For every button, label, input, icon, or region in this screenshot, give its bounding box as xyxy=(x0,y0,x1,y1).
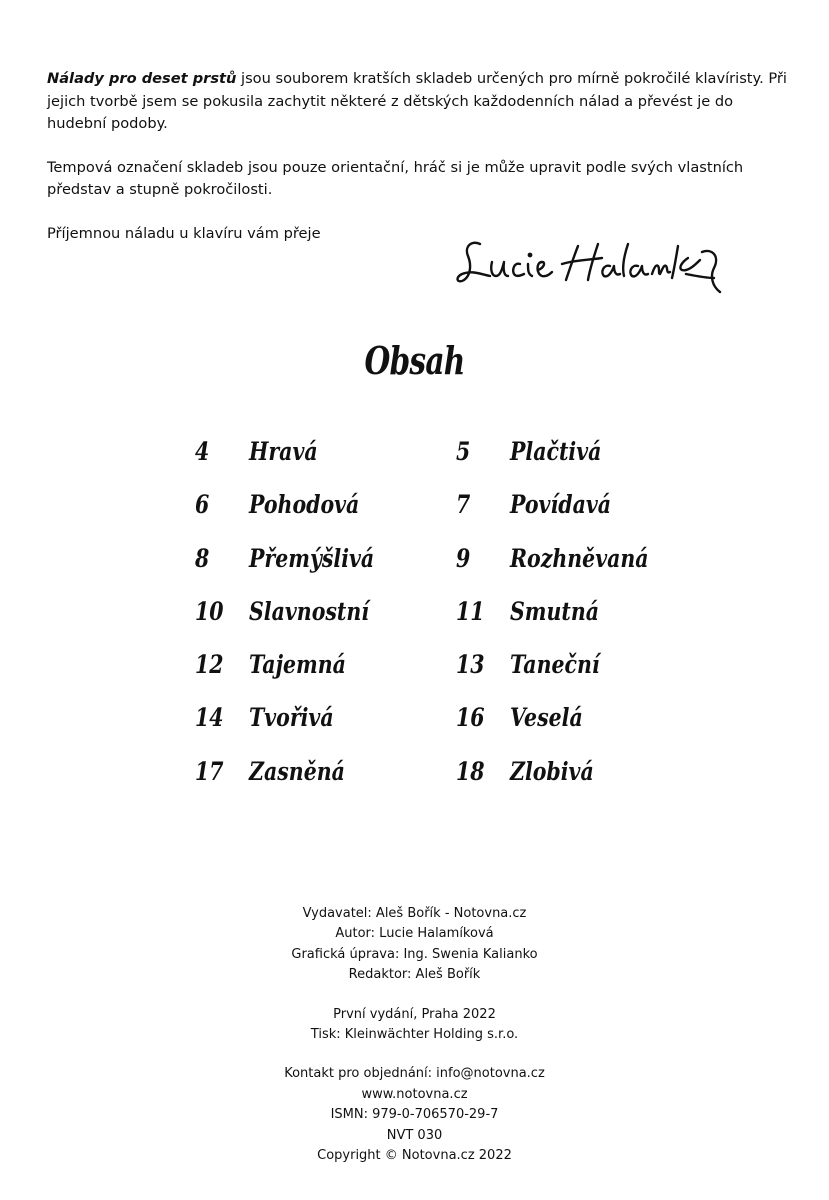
toc-row xyxy=(193,701,713,754)
toc-row xyxy=(193,542,713,595)
toc-piece-title: Povídavá xyxy=(510,490,612,520)
toc-piece-title: Veselá xyxy=(510,703,583,733)
colophon-spacer xyxy=(0,986,829,1005)
table-of-contents xyxy=(193,435,713,808)
toc-piece-title: Rozhněvaná xyxy=(510,543,649,573)
intro-paragraph-1 xyxy=(47,68,797,136)
toc-row xyxy=(193,595,713,648)
toc-piece-title: Slavnostní xyxy=(249,596,370,626)
toc-piece-title: Taneční xyxy=(510,650,600,680)
toc-page-number: 11 xyxy=(456,596,485,626)
toc-piece-title: Tvořivá xyxy=(249,703,334,733)
intro-paragraph-1-text: jsou souborem kratších skladeb určených pro mírně pokročilé klavíristy. Při jejich tvorbě jsem se pokusila zachytit některé z dětských každodenních nálad a převést je do hudební podoby. xyxy=(47,70,787,132)
toc-page-number: 18 xyxy=(456,756,485,786)
copyright-line: Copyright © Notovna.cz 2022 xyxy=(317,1148,512,1164)
print-line: Tisk: Kleinwächter Holding s.r.o. xyxy=(310,1027,519,1043)
toc-row xyxy=(193,435,713,488)
edition-line: První vydání, Praha 2022 xyxy=(333,1006,496,1022)
publisher-line: Vydavatel: Aleš Bořík - Notovna.cz xyxy=(302,906,527,921)
intro-paragraph-2: Tempová označení skladeb jsou pouze orientační, hráč si je může upravit podle svých vlastních představ a stupně pokročilosti. xyxy=(47,158,744,198)
colophon-spacer xyxy=(0,1045,829,1064)
toc-piece-title: Hravá xyxy=(249,437,318,466)
toc-row xyxy=(193,488,713,541)
toc-page-number: 13 xyxy=(456,650,485,680)
colophon xyxy=(0,904,829,1166)
signature-drawing xyxy=(450,230,740,306)
toc-page-number: 8 xyxy=(195,543,210,573)
toc-piece-title: Zlobivá xyxy=(510,756,594,786)
toc-page-number: 12 xyxy=(195,650,224,680)
toc-piece-title: Smutná xyxy=(510,596,600,626)
toc-piece-title: Tajemná xyxy=(249,650,346,680)
editor-line: Redaktor: Aleš Bořík xyxy=(348,967,481,983)
toc-piece-title: Přemýšlivá xyxy=(249,543,375,573)
book-title-bold: Nálady pro deset prstů xyxy=(47,70,237,87)
author-line: Autor: Lucie Halamíková xyxy=(335,926,494,942)
toc-page-number: 10 xyxy=(195,596,224,626)
toc-page-number: 9 xyxy=(456,543,471,573)
contact-line: Kontakt pro objednání: info@notovna.cz xyxy=(284,1066,545,1082)
toc-page-number: 6 xyxy=(195,490,210,520)
intro-text xyxy=(47,68,797,245)
toc-page-number: 14 xyxy=(195,703,224,733)
ismn-line: ISMN: 979-0-706570-29-7 xyxy=(330,1107,499,1123)
toc-piece-title: Pohodová xyxy=(249,490,360,520)
toc-row xyxy=(193,755,713,808)
toc-page-number: 5 xyxy=(456,437,471,466)
toc-page-number: 7 xyxy=(456,490,471,520)
intro-paragraph-3: Příjemnou náladu u klavíru vám přeje xyxy=(47,224,321,242)
toc-page-number: 16 xyxy=(456,703,485,733)
toc-piece-title: Plačtivá xyxy=(510,437,602,466)
graphics-line: Grafická úprava: Ing. Swenia Kalianko xyxy=(291,946,538,962)
toc-piece-title: Zasněná xyxy=(249,756,345,786)
handwritten-signature xyxy=(450,230,740,306)
toc-row xyxy=(193,648,713,701)
toc-page-number: 4 xyxy=(195,437,210,466)
catalog-code-line: NVT 030 xyxy=(386,1127,443,1143)
web-line: www.notovna.cz xyxy=(361,1086,468,1102)
toc-page-number: 17 xyxy=(195,756,224,786)
toc-heading: Obsah xyxy=(364,338,465,383)
